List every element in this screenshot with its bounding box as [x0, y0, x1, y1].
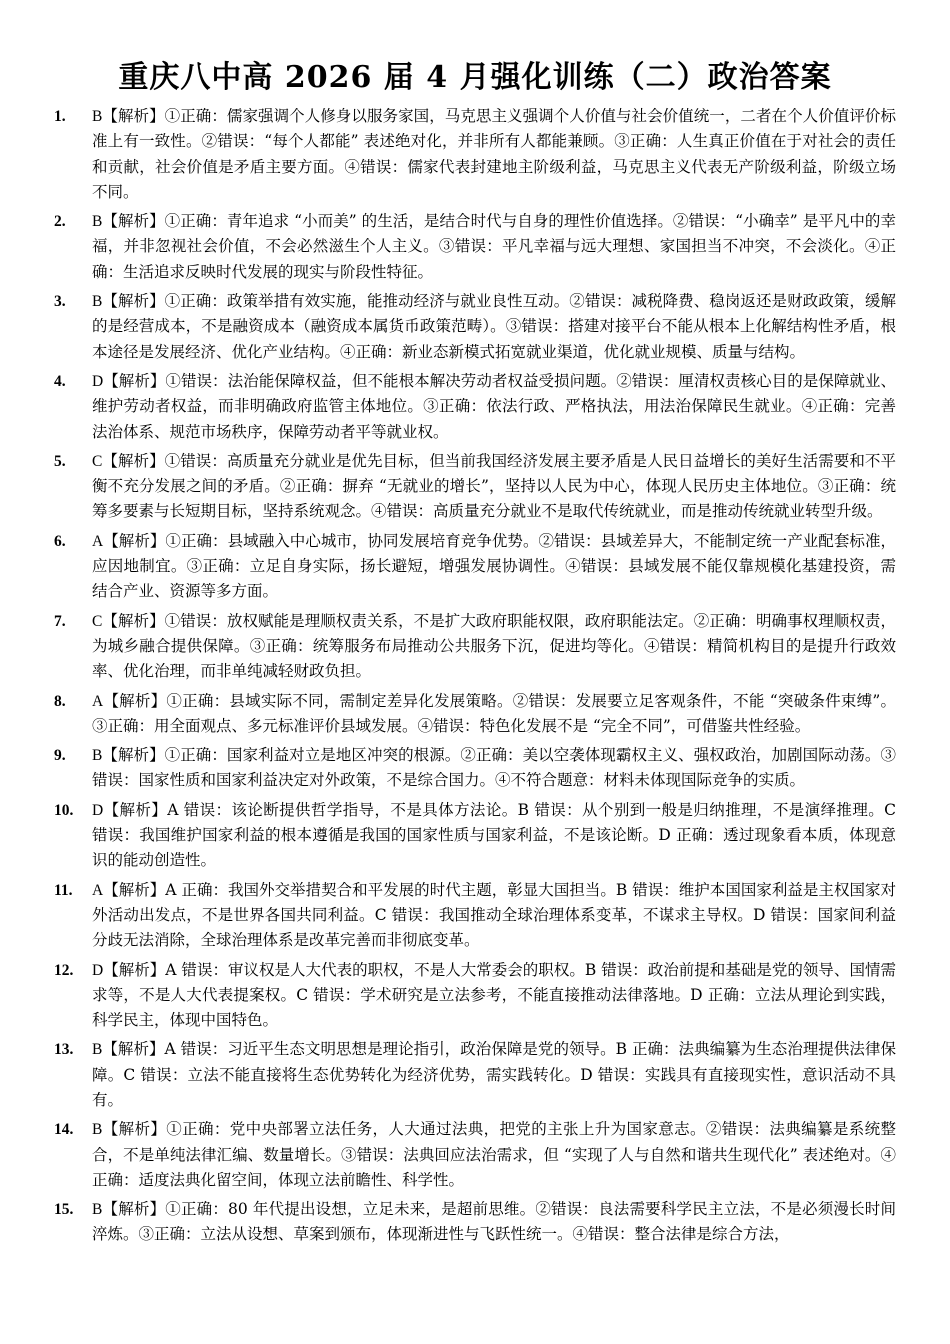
answer-item-10 — [54, 798, 896, 874]
item-explanation: 【解析】①错误：法治能保障权益，但不能根本解决劳动者权益受损问题。②错误：厘清权责核心目的是保障就业、维护劳动者权益，而非明确政府监管主体地位。③正确：依法行政、严格执法，用法治保障民生就业。④正确：完善法治体系、规范市场秩序，保障劳动者平等就业权。 — [92, 371, 896, 441]
answer-item-7 — [54, 609, 896, 685]
item-number: 13. — [54, 1041, 74, 1059]
item-answer: B — [92, 1201, 103, 1219]
item-explanation: 【解析】A 正确：我国外交举措契合和平发展的时代主题，彰显大国担当。B 错误：维护本国国家利益是主权国家对外活动出发点，不是世界各国共同利益。C 错误：我国推动全球治理体系变革，不谋求主导权。D 错误：国家间利益分歧无法消除，全球治理体系是改革完善而非彻底变革。 — [92, 880, 896, 950]
item-answer: B — [92, 1041, 103, 1059]
item-number: 3. — [54, 293, 66, 311]
item-explanation: 【解析】A 错误：习近平生态文明思想是理论指引，政治保障是党的领导。B 正确：法典编纂为生态治理提供法律保障。C 错误：立法不能直接将生态优势转化为经济优势，需实践转化。D 错误：实践具有直接现实性，意识活动不具有。 — [92, 1040, 896, 1109]
item-explanation: 【解析】①正确：县域实际不同，需制定差异化发展策略。②错误：发展要立足客观条件，不能 “突破条件束缚”。③正确：用全面观点、多元标准评价县域发展。④错误：特色化发展不是 “完全不同”，可借鉴共性经验。 — [92, 691, 896, 735]
item-number: 7. — [54, 612, 66, 630]
answer-item-9 — [54, 743, 896, 794]
answer-item-13 — [54, 1037, 896, 1113]
item-explanation: 【解析】①正确：80 年代提出设想，立足未来，是超前思维。②错误：良法需要科学民主立法，不是必须漫长时间淬炼。③正确：立法从设想、草案到颁布，体现渐进性与飞跃性统一。④错误：整合法律是综合方法， — [92, 1200, 896, 1244]
item-answer: B — [92, 213, 103, 231]
answer-item-2 — [54, 209, 896, 285]
item-answer: B — [92, 747, 103, 765]
item-answer: D — [92, 961, 104, 979]
answer-item-14 — [54, 1117, 896, 1193]
item-explanation: 【解析】①正确：儒家强调个人修身以服务家国，马克思主义强调个人价值与社会价值统一，二者在个人价值评价标准上有一致性。②错误：“每个人都能” 表述绝对化，并非所有人都能兼顾。③正确：人生真正价值在于对社会的责任和贡献，社会价值是矛盾主要方面。④错误：儒家代表封建地主阶级利益，马克思主义代表无产阶级利益，阶级立场不同。 — [92, 107, 896, 201]
answer-item-15 — [54, 1197, 896, 1248]
item-explanation: 【解析】A 错误：该论断提供哲学指导，不是具体方法论。B 错误：从个别到一般是归纳推理，不是演绎推理。C 错误：我国维护国家利益的根本遵循是我国的国家性质与国家利益，不是该论断。D 正确：透过现象看本质，体现意识的能动创造性。 — [92, 800, 896, 870]
answer-item-6 — [54, 529, 896, 605]
item-number: 5. — [54, 452, 66, 470]
answer-item-11 — [54, 878, 896, 954]
item-answer: B — [92, 293, 103, 311]
answer-item-3 — [54, 289, 896, 365]
item-number: 8. — [54, 692, 66, 710]
answer-item-5 — [54, 449, 896, 525]
item-explanation: 【解析】①正确：党中央部署立法任务，人大通过法典，把党的主张上升为国家意志。②错误：法典编纂是系统整合，不是单纯法律汇编、数量增长。③错误：法典回应法治需求，但 “实现了人与自然和谐共生现代化” 表述绝对。④正确：适度法典化留空间，体现立法前瞻性、科学性。 — [92, 1120, 896, 1189]
item-answer: D — [92, 801, 104, 819]
item-explanation: 【解析】①正确：青年追求 “小而美” 的生活，是结合时代与自身的理性价值选择。②错误：“小确幸” 是平凡中的幸福，并非忽视社会价值，不会必然滋生个人主义。③错误：平凡幸福与远大理想、家国担当不冲突，不会淡化。④正确：生活追求反映时代发展的现实与阶段性特征。 — [92, 212, 896, 281]
page-title: 重庆八中高 2026 届 4 月强化训练（二）政治答案 — [118, 60, 832, 95]
answer-list — [54, 104, 896, 1252]
item-explanation: 【解析】①正确：政策举措有效实施，能推动经济与就业良性互动。②错误：减税降费、稳岗返还是财政政策，缓解的是经营成本，不是融资成本（融资成本属货币政策范畴）。③错误：搭建对接平台不能从根本上化解结构性矛盾，根本途径是发展经济、优化产业结构。④正确：新业态新模式拓宽就业渠道，优化就业规模、质量与结构。 — [92, 292, 896, 361]
answer-item-8 — [54, 689, 896, 740]
item-number: 6. — [54, 532, 66, 550]
item-number: 11. — [54, 881, 73, 899]
item-number: 12. — [54, 961, 74, 979]
item-answer: C — [92, 452, 103, 470]
answer-item-1 — [54, 104, 896, 205]
item-number: 14. — [54, 1121, 74, 1139]
item-number: 15. — [54, 1201, 74, 1219]
answer-item-12 — [54, 958, 896, 1034]
item-answer: A — [92, 881, 104, 899]
item-answer: C — [92, 612, 103, 630]
item-answer: B — [92, 108, 103, 125]
item-number: 9. — [54, 747, 66, 765]
item-answer: A — [92, 532, 104, 550]
item-answer: D — [92, 372, 104, 390]
item-answer: B — [92, 1121, 103, 1139]
item-explanation: 【解析】①正确：县域融入中心城市，协同发展培育竞争优势。②错误：县域差异大，不能制定统一产业配套标准，应因地制宜。③正确：立足自身实际，扬长避短，增强发展协调性。④错误：县域发展不能仅靠规模化基建投资，需结合产业、资源等多方面。 — [92, 531, 896, 601]
answer-item-4 — [54, 369, 896, 445]
item-explanation: 【解析】A 错误：审议权是人大代表的职权，不是人大常委会的职权。B 错误：政治前提和基础是党的领导、国情需求等，不是人大代表提案权。C 错误：学术研究是立法参考，不能直接推动法律落地。D 正确：立法从理论到实践，科学民主，体现中国特色。 — [92, 960, 896, 1030]
item-number: 1. — [54, 108, 66, 125]
item-number: 10. — [54, 801, 74, 819]
item-explanation: 【解析】①正确：国家利益对立是地区冲突的根源。②正确：美以空袭体现霸权主义、强权政治，加剧国际动荡。③错误：国家性质和国家利益决定对外政策，不是综合国力。④不符合题意：材料未体现国际竞争的实质。 — [92, 746, 896, 790]
item-number: 4. — [54, 372, 66, 390]
item-explanation: 【解析】①错误：高质量充分就业是优先目标，但当前我国经济发展主要矛盾是人民日益增长的美好生活需要和不平衡不充分发展之间的矛盾。②正确：摒弃 “无就业的增长”，坚持以人民为中心，体现人民历史主体地位。③正确：统筹多要素与长短期目标，坚持系统观念。④错误：高质量充分就业不是取代传统就业，而是推动传统就业转型升级。 — [92, 451, 896, 521]
item-number: 2. — [54, 213, 66, 231]
item-answer: A — [92, 692, 104, 710]
item-explanation: 【解析】①错误：放权赋能是理顺权责关系，不是扩大政府职能权限，政府职能法定。②正确：明确事权理顺权责，为城乡融合提供保障。③正确：统筹服务布局推动公共服务下沉，促进均等化。④错误：精简机构目的是提升行政效率、优化治理，而非单纯减轻财政负担。 — [92, 611, 896, 681]
